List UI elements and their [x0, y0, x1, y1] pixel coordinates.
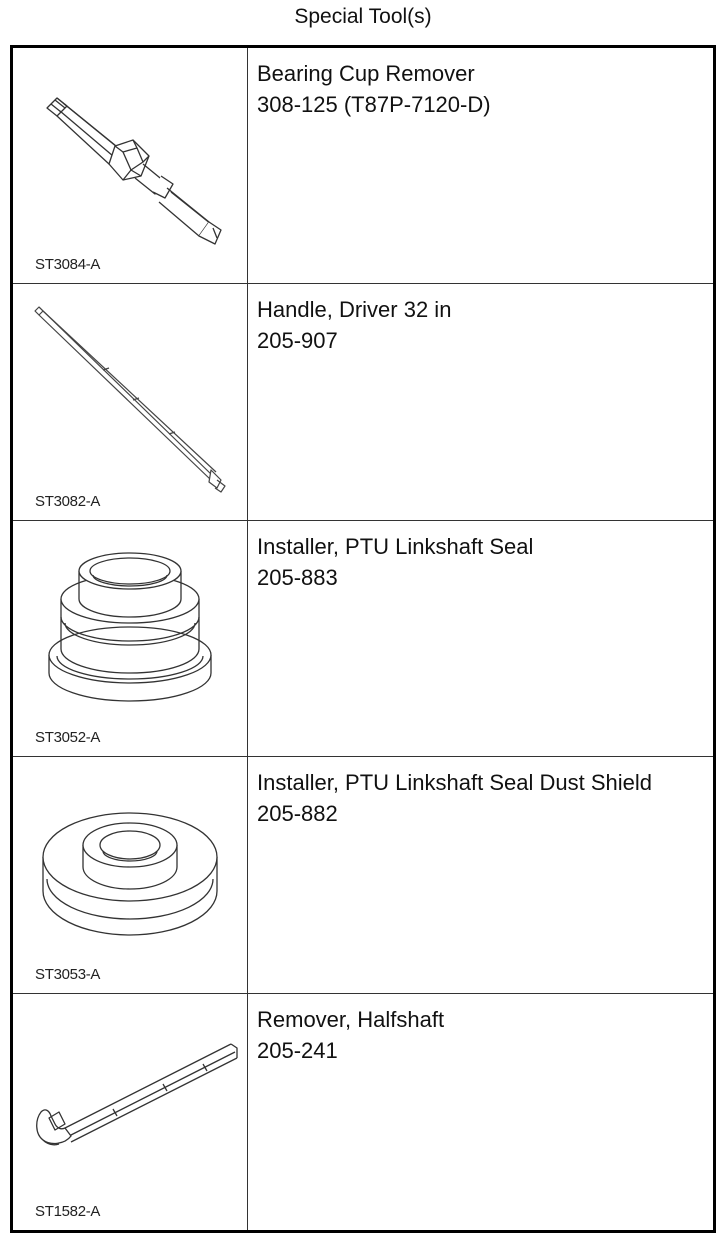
- tool-number: 205-882: [257, 801, 338, 827]
- table-row: [13, 48, 713, 284]
- illustration-code: ST1582-A: [35, 1202, 101, 1220]
- table-row: [13, 757, 713, 993]
- page-title: Special Tool(s): [294, 5, 432, 28]
- table-row: [13, 994, 713, 1230]
- table-row: [13, 521, 713, 757]
- tool-number: 205-241: [257, 1037, 338, 1063]
- description-cell: [248, 994, 713, 1230]
- illustration-cell: [13, 521, 248, 756]
- tool-name: Handle, Driver 32 in: [257, 297, 452, 323]
- illustration-code: ST3053-A: [35, 965, 101, 983]
- dust-shield-installer-icon: [13, 757, 248, 987]
- description-cell: [248, 521, 713, 756]
- illustration-cell: [13, 994, 248, 1230]
- driver-handle-icon: [13, 284, 248, 514]
- seal-installer-icon: [13, 521, 248, 751]
- tool-number: 308-125 (T87P-7120-D): [257, 92, 491, 117]
- illustration-code: ST3052-A: [35, 729, 101, 747]
- tool-name: Installer, PTU Linkshaft Seal: [257, 533, 534, 559]
- illustration-cell: [13, 757, 248, 992]
- tool-name: Installer, PTU Linkshaft Seal Dust Shield: [257, 770, 652, 796]
- description-cell: [248, 757, 713, 992]
- special-tools-table: [10, 45, 716, 1233]
- illustration-code: ST3082-A: [35, 492, 101, 510]
- illustration-cell: [13, 284, 248, 519]
- description-cell: [248, 284, 713, 519]
- tool-name: Remover, Halfshaft: [257, 1006, 445, 1032]
- illustration-cell: [13, 48, 248, 283]
- description-cell: [248, 48, 713, 283]
- table-row: [13, 284, 713, 520]
- tool-number: 205-883: [257, 564, 338, 590]
- halfshaft-remover-icon: [13, 994, 248, 1224]
- illustration-code: ST3084-A: [35, 256, 101, 274]
- bearing-cup-remover-icon: [13, 48, 248, 278]
- tool-name: Bearing Cup Remover: [257, 61, 475, 86]
- tool-number: 205-907: [257, 328, 338, 354]
